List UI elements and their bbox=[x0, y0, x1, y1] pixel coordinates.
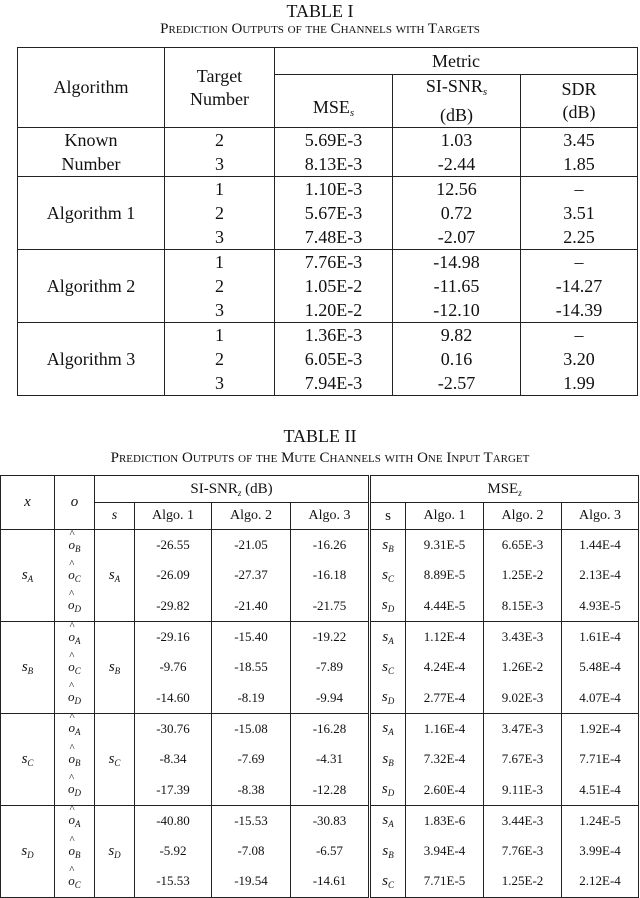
target-number: 3 bbox=[165, 152, 275, 177]
o-hat-symbol bbox=[69, 843, 81, 858]
x-symbol bbox=[21, 843, 33, 858]
x-symbol bbox=[22, 659, 33, 674]
sisnr-algo1-value: -8.34 bbox=[135, 744, 212, 774]
mse-algo1-value: 4.24E-4 bbox=[406, 652, 484, 682]
target-number: 2 bbox=[165, 128, 275, 153]
sisnr-algo3-value: -16.26 bbox=[291, 530, 370, 561]
mse-algo3-value: 1.24E-5 bbox=[562, 805, 639, 836]
s-symbol-base: s bbox=[108, 750, 115, 767]
mse-algo3-value: 3.99E-4 bbox=[562, 836, 639, 866]
algorithm-name bbox=[18, 128, 165, 177]
table-row bbox=[18, 128, 638, 153]
sdr-value: 3.20 bbox=[521, 347, 638, 371]
o-cell bbox=[55, 621, 95, 652]
mse-value: 8.13E-3 bbox=[275, 152, 393, 177]
target-number: 3 bbox=[165, 225, 275, 250]
target-number: 2 bbox=[165, 201, 275, 225]
sdr-value: 3.45 bbox=[521, 128, 638, 153]
s-symbol-sub: D bbox=[114, 849, 121, 860]
mse-s-cell bbox=[370, 774, 406, 805]
mse-algo2-value: 8.15E-3 bbox=[484, 591, 562, 622]
mse-s-symbol bbox=[381, 597, 395, 615]
sisnr-algo3-value: -14.61 bbox=[291, 866, 370, 897]
o-hat-symbol-base: ^ o bbox=[68, 597, 75, 613]
s-symbol-sub: A bbox=[114, 573, 121, 584]
mse-s-symbol-base: s bbox=[382, 536, 389, 553]
table1-label: TABLE I bbox=[286, 1, 354, 21]
mse-s-symbol-sub: B bbox=[388, 757, 394, 768]
o-cell bbox=[55, 652, 95, 682]
mse-s-symbol-base: s bbox=[382, 720, 389, 737]
table2-caption: Prediction Outputs of the Mute Channels with One Input Target bbox=[110, 450, 530, 466]
mse-algo2-value: 7.76E-3 bbox=[484, 836, 562, 866]
table-row bbox=[1, 805, 639, 836]
s-symbol bbox=[109, 751, 121, 766]
mse-algo2-value: 1.26E-2 bbox=[484, 652, 562, 682]
o-hat-symbol bbox=[68, 873, 81, 888]
mse-s-symbol bbox=[382, 843, 393, 858]
x-symbol-base: s bbox=[21, 750, 28, 767]
sisnr-algo3-value: -12.28 bbox=[291, 774, 370, 805]
mse-s-symbol bbox=[381, 689, 395, 707]
o-hat-symbol bbox=[68, 597, 81, 615]
s-symbol-base: s bbox=[108, 842, 115, 859]
mse-value: 7.76E-3 bbox=[275, 250, 393, 275]
sdr-value: 1.99 bbox=[521, 371, 638, 396]
sisnr-algo3-value: -19.22 bbox=[291, 621, 370, 652]
mse-algo2-value: 1.25E-2 bbox=[484, 560, 562, 590]
x-symbol-base: s bbox=[21, 566, 28, 583]
table2-body bbox=[1, 530, 639, 898]
o-cell bbox=[55, 774, 95, 805]
header-mse-base: MSE bbox=[312, 97, 350, 117]
algorithm-name-line1: Known bbox=[64, 130, 118, 150]
o-hat-symbol bbox=[68, 720, 81, 738]
header2-mse-base: MSE bbox=[487, 480, 519, 497]
s-cell bbox=[95, 713, 135, 805]
x-cell bbox=[1, 805, 55, 897]
mse-s-symbol bbox=[382, 537, 393, 552]
header-sisnr-base: SI-SNR bbox=[425, 76, 483, 96]
mse-value: 1.10E-3 bbox=[275, 177, 393, 202]
table1-caption: Prediction Outputs of the Channels with Targets bbox=[160, 21, 480, 37]
o-cell bbox=[55, 530, 95, 561]
s-cell bbox=[95, 621, 135, 713]
o-hat-symbol-sub: D bbox=[74, 788, 81, 799]
mse-s-cell bbox=[370, 652, 406, 682]
o-hat-symbol bbox=[68, 659, 81, 674]
mse-value: 5.69E-3 bbox=[275, 128, 393, 153]
mse-s-symbol-base: s bbox=[382, 628, 389, 645]
header-sdr-base: SDR bbox=[561, 79, 597, 99]
header-si-algo2: Algo. 2 bbox=[212, 503, 291, 530]
sisnr-algo2-value: -19.54 bbox=[212, 866, 291, 897]
o-hat-symbol-base: ^ o bbox=[68, 781, 75, 797]
o-hat-symbol-sub: C bbox=[74, 573, 81, 584]
sdr-value: – bbox=[521, 323, 638, 348]
sisnr-algo3-value: -4.31 bbox=[291, 744, 370, 774]
s-symbol bbox=[109, 567, 120, 582]
sisnr-algo2-value: -15.53 bbox=[212, 805, 291, 836]
table-row bbox=[18, 250, 638, 275]
mse-s-cell bbox=[370, 682, 406, 713]
o-hat-symbol bbox=[69, 629, 81, 644]
o-cell bbox=[55, 560, 95, 590]
mse-s-symbol-sub: A bbox=[388, 727, 394, 738]
sisnr-value: -2.57 bbox=[393, 371, 521, 396]
table1-body bbox=[18, 128, 638, 396]
o-hat-symbol-base: ^ o bbox=[68, 567, 75, 583]
o-hat-symbol-sub: B bbox=[75, 543, 81, 554]
mse-s-cell bbox=[370, 621, 406, 652]
header-sisnr bbox=[393, 75, 521, 128]
sisnr-algo2-value: -15.40 bbox=[212, 621, 291, 652]
s-symbol-base: s bbox=[108, 566, 115, 583]
header-sisnr-sub: s bbox=[482, 86, 488, 98]
mse-algo2-value: 9.02E-3 bbox=[484, 682, 562, 713]
o-hat-symbol-base: ^ o bbox=[69, 537, 76, 553]
x-cell bbox=[1, 713, 55, 805]
o-hat-symbol-base: ^ o bbox=[69, 751, 76, 767]
o-hat-symbol-sub: D bbox=[74, 604, 81, 615]
sisnr-algo3-value: -16.28 bbox=[291, 713, 370, 744]
sisnr-value: 0.72 bbox=[393, 201, 521, 225]
header-metric: Metric bbox=[275, 48, 638, 75]
sdr-value: 2.25 bbox=[521, 225, 638, 250]
header-s-italic: s bbox=[95, 503, 135, 530]
mse-algo3-value: 7.71E-4 bbox=[562, 744, 639, 774]
mse-algo1-value: 7.32E-4 bbox=[406, 744, 484, 774]
header-target-line1: Target bbox=[196, 65, 243, 86]
o-hat-symbol-base: ^ o bbox=[69, 629, 76, 645]
table2-label: TABLE II bbox=[283, 426, 357, 446]
mse-s-cell bbox=[370, 591, 406, 622]
header-mse-z bbox=[370, 476, 639, 503]
mse-s-symbol-base: s bbox=[382, 842, 389, 859]
sisnr-algo3-value: -7.89 bbox=[291, 652, 370, 682]
mse-s-symbol-base: s bbox=[382, 872, 388, 889]
mse-s-symbol-sub: D bbox=[387, 788, 395, 799]
header-si-algo3: Algo. 3 bbox=[291, 503, 370, 530]
o-hat-symbol-sub: A bbox=[75, 635, 81, 646]
sisnr-value: -12.10 bbox=[393, 298, 521, 323]
sisnr-algo1-value: -15.53 bbox=[135, 866, 212, 897]
table-row bbox=[1, 713, 639, 744]
table-row bbox=[1, 530, 639, 561]
o-hat-symbol bbox=[69, 751, 81, 766]
sdr-value: -14.27 bbox=[521, 274, 638, 298]
mse-s-symbol-base: s bbox=[381, 597, 388, 614]
mse-s-symbol-sub: C bbox=[387, 665, 394, 676]
mse-s-symbol-sub: A bbox=[388, 635, 394, 646]
sisnr-algo1-value: -29.82 bbox=[135, 591, 212, 622]
o-hat-symbol-sub: B bbox=[75, 849, 81, 860]
o-cell bbox=[55, 836, 95, 866]
x-cell bbox=[1, 530, 55, 622]
mse-value: 1.20E-2 bbox=[275, 298, 393, 323]
sisnr-algo1-value: -9.76 bbox=[135, 652, 212, 682]
sisnr-algo3-value: -16.18 bbox=[291, 560, 370, 590]
sisnr-algo2-value: -8.19 bbox=[212, 682, 291, 713]
o-hat-symbol-base: ^ o bbox=[69, 812, 76, 828]
target-number: 2 bbox=[165, 274, 275, 298]
o-hat-symbol-base: ^ o bbox=[69, 843, 76, 859]
mse-s-symbol-sub: D bbox=[387, 604, 395, 615]
s-cell bbox=[95, 530, 135, 622]
mse-s-symbol bbox=[381, 781, 395, 799]
mse-s-symbol bbox=[382, 720, 394, 738]
header2-sisnr-sub: z bbox=[237, 487, 242, 498]
x-cell bbox=[1, 621, 55, 713]
sisnr-algo1-value: -30.76 bbox=[135, 713, 212, 744]
sdr-value: 3.51 bbox=[521, 201, 638, 225]
mse-s-symbol bbox=[382, 751, 393, 766]
x-symbol-sub: D bbox=[27, 849, 34, 860]
mse-algo1-value: 2.60E-4 bbox=[406, 774, 484, 805]
s-symbol-base: s bbox=[108, 658, 115, 675]
sisnr-value: -2.07 bbox=[393, 225, 521, 250]
table1 bbox=[17, 47, 638, 396]
mse-algo3-value: 2.12E-4 bbox=[562, 866, 639, 897]
mse-algo1-value: 1.16E-4 bbox=[406, 713, 484, 744]
header-si-algo1: Algo. 1 bbox=[135, 503, 212, 530]
s-symbol bbox=[108, 843, 120, 858]
header-mse-algo1: Algo. 1 bbox=[406, 503, 484, 530]
mse-s-cell bbox=[370, 530, 406, 561]
mse-s-symbol-base: s bbox=[382, 750, 389, 767]
table-row bbox=[1, 621, 639, 652]
sisnr-value: 0.16 bbox=[393, 347, 521, 371]
sisnr-algo1-value: -17.39 bbox=[135, 774, 212, 805]
mse-algo2-value: 1.25E-2 bbox=[484, 866, 562, 897]
mse-algo2-value: 7.67E-3 bbox=[484, 744, 562, 774]
sisnr-value: -14.98 bbox=[393, 250, 521, 275]
o-hat-symbol-base: ^ o bbox=[68, 659, 75, 675]
mse-algo2-value: 3.44E-3 bbox=[484, 805, 562, 836]
mse-algo1-value: 1.12E-4 bbox=[406, 621, 484, 652]
mse-algo1-value: 1.83E-6 bbox=[406, 805, 484, 836]
mse-algo1-value: 9.31E-5 bbox=[406, 530, 484, 561]
o-cell bbox=[55, 744, 95, 774]
sisnr-value: 9.82 bbox=[393, 323, 521, 348]
mse-algo3-value: 4.93E-5 bbox=[562, 591, 639, 622]
sisnr-algo1-value: -40.80 bbox=[135, 805, 212, 836]
mse-s-symbol bbox=[382, 659, 394, 674]
o-cell bbox=[55, 682, 95, 713]
sisnr-algo1-value: -26.09 bbox=[135, 560, 212, 590]
mse-s-symbol-base: s bbox=[382, 658, 388, 675]
mse-s-symbol-sub: B bbox=[388, 849, 394, 860]
x-symbol-sub: B bbox=[27, 665, 34, 676]
sdr-value: – bbox=[521, 177, 638, 202]
mse-value: 7.94E-3 bbox=[275, 371, 393, 396]
sdr-value: – bbox=[521, 250, 638, 275]
mse-algo2-value: 9.11E-3 bbox=[484, 774, 562, 805]
header-mse-sub: s bbox=[349, 107, 355, 119]
mse-value: 7.48E-3 bbox=[275, 225, 393, 250]
mse-s-symbol-sub: D bbox=[387, 696, 395, 707]
algorithm-name-line2: Number bbox=[61, 154, 121, 174]
target-number: 1 bbox=[165, 250, 275, 275]
header-o: o bbox=[55, 476, 95, 530]
sisnr-algo3-value: -21.75 bbox=[291, 591, 370, 622]
x-symbol-base: s bbox=[21, 658, 28, 675]
o-cell bbox=[55, 866, 95, 897]
header-sisnr-unit: (dB) bbox=[440, 105, 473, 125]
table-row bbox=[18, 323, 638, 348]
o-cell bbox=[55, 805, 95, 836]
mse-s-symbol bbox=[382, 567, 394, 582]
target-number: 1 bbox=[165, 323, 275, 348]
algorithm-name: Algorithm 2 bbox=[18, 250, 165, 323]
mse-algo1-value: 7.71E-5 bbox=[406, 866, 484, 897]
x-symbol bbox=[22, 751, 34, 766]
x-symbol-base: s bbox=[21, 842, 28, 859]
o-hat-symbol bbox=[68, 812, 81, 830]
sisnr-algo1-value: -5.92 bbox=[135, 836, 212, 866]
x-symbol-sub: A bbox=[27, 573, 34, 584]
o-hat-symbol-sub: A bbox=[75, 727, 81, 738]
algorithm-name: Algorithm 3 bbox=[18, 323, 165, 396]
header-mse-algo2: Algo. 2 bbox=[484, 503, 562, 530]
sisnr-algo2-value: -21.40 bbox=[212, 591, 291, 622]
mse-s-symbol bbox=[382, 629, 393, 644]
sisnr-algo3-value: -9.94 bbox=[291, 682, 370, 713]
mse-s-symbol-base: s bbox=[381, 689, 388, 706]
mse-s-symbol bbox=[382, 812, 394, 830]
sisnr-algo3-value: -6.57 bbox=[291, 836, 370, 866]
o-hat-symbol-sub: A bbox=[75, 819, 81, 830]
mse-s-symbol-base: s bbox=[382, 566, 388, 583]
sisnr-value: -2.44 bbox=[393, 152, 521, 177]
mse-algo1-value: 8.89E-5 bbox=[406, 560, 484, 590]
header2-sisnr-unit: (dB) bbox=[241, 480, 273, 497]
mse-algo3-value: 5.48E-4 bbox=[562, 652, 639, 682]
mse-s-symbol-sub: A bbox=[388, 819, 394, 830]
o-hat-symbol bbox=[68, 781, 81, 799]
mse-s-cell bbox=[370, 713, 406, 744]
mse-s-cell bbox=[370, 744, 406, 774]
target-number: 2 bbox=[165, 347, 275, 371]
sisnr-algo3-value: -30.83 bbox=[291, 805, 370, 836]
mse-algo2-value: 3.47E-3 bbox=[484, 713, 562, 744]
o-hat-symbol bbox=[68, 689, 81, 707]
mse-algo1-value: 3.94E-4 bbox=[406, 836, 484, 866]
sisnr-algo2-value: -21.05 bbox=[212, 530, 291, 561]
sisnr-value: 1.03 bbox=[393, 128, 521, 153]
mse-s-cell bbox=[370, 805, 406, 836]
o-hat-symbol-sub: D bbox=[74, 696, 81, 707]
o-hat-symbol-sub: C bbox=[74, 665, 81, 676]
header-x: x bbox=[1, 476, 55, 530]
mse-algo3-value: 4.51E-4 bbox=[562, 774, 639, 805]
mse-s-symbol-sub: C bbox=[387, 879, 394, 890]
mse-s-cell bbox=[370, 560, 406, 590]
mse-s-symbol bbox=[382, 873, 394, 888]
sisnr-value: -11.65 bbox=[393, 274, 521, 298]
algorithm-name: Algorithm 1 bbox=[18, 177, 165, 250]
o-hat-symbol bbox=[68, 567, 81, 582]
sisnr-algo2-value: -7.08 bbox=[212, 836, 291, 866]
header-mse-algo3: Algo. 3 bbox=[562, 503, 639, 530]
target-number: 1 bbox=[165, 177, 275, 202]
sisnr-algo2-value: -18.55 bbox=[212, 652, 291, 682]
o-hat-symbol-base: ^ o bbox=[69, 720, 76, 736]
o-hat-symbol-sub: C bbox=[74, 879, 81, 890]
o-cell bbox=[55, 591, 95, 622]
table2 bbox=[0, 475, 639, 898]
sisnr-algo1-value: -29.16 bbox=[135, 621, 212, 652]
mse-s-cell bbox=[370, 836, 406, 866]
mse-algo2-value: 6.65E-3 bbox=[484, 530, 562, 561]
sisnr-algo2-value: -8.38 bbox=[212, 774, 291, 805]
header-target-line2: Number bbox=[190, 88, 249, 109]
x-symbol bbox=[22, 567, 33, 582]
mse-value: 5.67E-3 bbox=[275, 201, 393, 225]
mse-algo3-value: 1.44E-4 bbox=[562, 530, 639, 561]
mse-s-symbol-base: s bbox=[382, 812, 389, 829]
mse-s-symbol-base: s bbox=[381, 781, 388, 798]
mse-algo3-value: 4.07E-4 bbox=[562, 682, 639, 713]
sisnr-algo2-value: -15.08 bbox=[212, 713, 291, 744]
o-hat-symbol-base: ^ o bbox=[68, 689, 75, 705]
mse-algo2-value: 3.43E-3 bbox=[484, 621, 562, 652]
s-symbol-sub: B bbox=[114, 665, 121, 676]
o-cell bbox=[55, 713, 95, 744]
header2-sisnr-base: SI-SNR bbox=[190, 480, 238, 497]
header-sisnr-z bbox=[95, 476, 370, 503]
mse-s-symbol-sub: B bbox=[388, 543, 394, 554]
s-symbol bbox=[109, 659, 120, 674]
header-algorithm: Algorithm bbox=[18, 48, 165, 128]
header-sdr-unit: (dB) bbox=[562, 102, 596, 122]
s-symbol-sub: C bbox=[114, 757, 121, 768]
sisnr-value: 12.56 bbox=[393, 177, 521, 202]
mse-algo3-value: 1.61E-4 bbox=[562, 621, 639, 652]
mse-algo1-value: 2.77E-4 bbox=[406, 682, 484, 713]
o-hat-symbol bbox=[69, 537, 81, 552]
sdr-value: 1.85 bbox=[521, 152, 638, 177]
mse-value: 6.05E-3 bbox=[275, 347, 393, 371]
header-target-number bbox=[165, 48, 275, 128]
mse-value: 1.05E-2 bbox=[275, 274, 393, 298]
target-number: 3 bbox=[165, 371, 275, 396]
header-mse bbox=[275, 75, 393, 128]
mse-algo3-value: 2.13E-4 bbox=[562, 560, 639, 590]
s-cell bbox=[95, 805, 135, 897]
header-sdr bbox=[521, 75, 638, 128]
target-number: 3 bbox=[165, 298, 275, 323]
header2-mse-sub: z bbox=[518, 487, 522, 498]
mse-algo1-value: 4.44E-5 bbox=[406, 591, 484, 622]
o-hat-symbol-sub: B bbox=[75, 757, 81, 768]
mse-s-cell bbox=[370, 866, 406, 897]
header-s-plain: s bbox=[370, 503, 406, 530]
sisnr-algo1-value: -26.55 bbox=[135, 530, 212, 561]
sisnr-algo2-value: -7.69 bbox=[212, 744, 291, 774]
o-hat-symbol-base: ^ o bbox=[68, 873, 75, 889]
sisnr-algo2-value: -27.37 bbox=[212, 560, 291, 590]
mse-s-symbol-sub: C bbox=[387, 573, 394, 584]
table-row bbox=[18, 177, 638, 202]
mse-algo3-value: 1.92E-4 bbox=[562, 713, 639, 744]
mse-value: 1.36E-3 bbox=[275, 323, 393, 348]
x-symbol-sub: C bbox=[27, 757, 34, 768]
sdr-value: -14.39 bbox=[521, 298, 638, 323]
sisnr-algo1-value: -14.60 bbox=[135, 682, 212, 713]
